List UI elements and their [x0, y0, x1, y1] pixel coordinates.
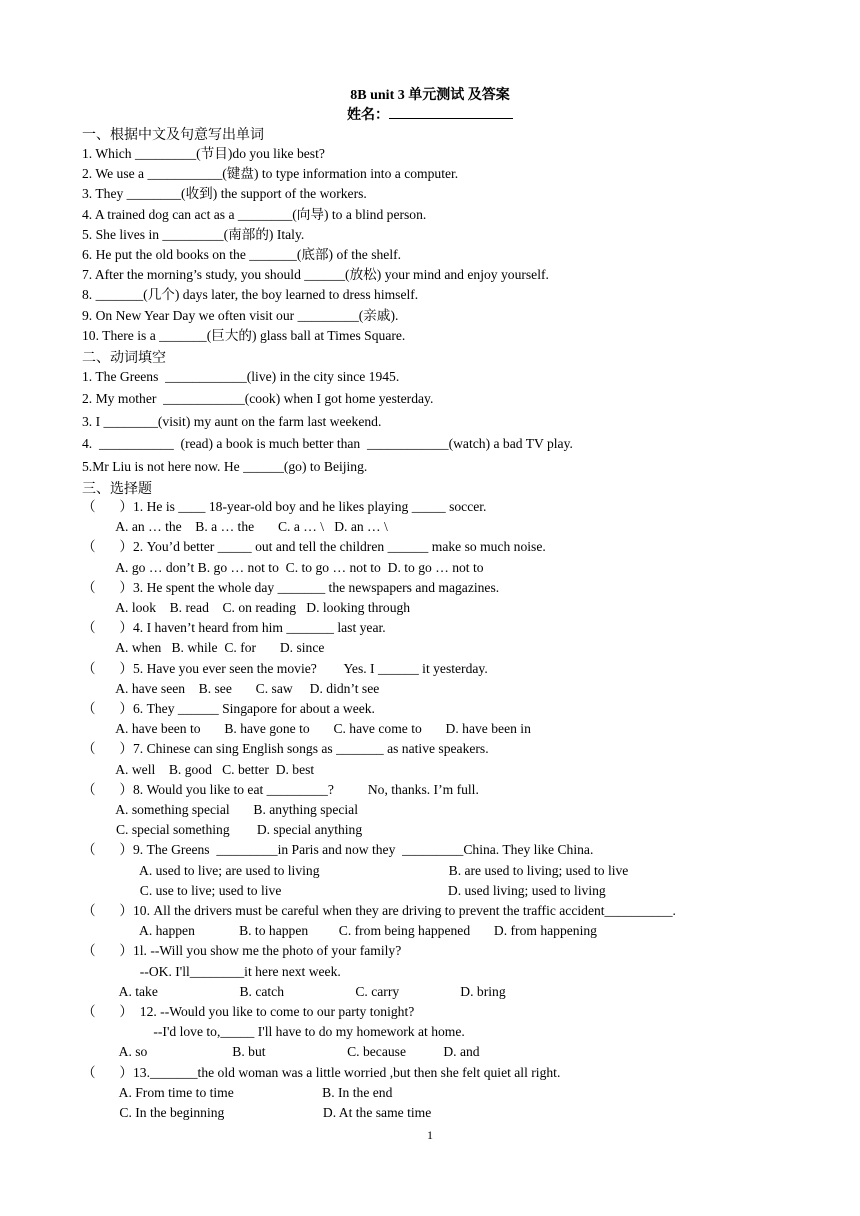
name-field	[0, 104, 860, 124]
question-line: （ ）10. All the drivers must be careful when they are driving to prevent the traffic accident__________.	[82, 903, 676, 918]
question-line: 10. There is a _______(巨大的) glass ball at Times Square.	[82, 327, 406, 343]
question-line: （ ）4. I haven’t heard from him _______ last year.	[82, 620, 386, 636]
page-number: 1	[427, 1128, 433, 1142]
question-line: A. have seen B. see C. saw D. didn’t see	[82, 680, 380, 696]
question-line: A. well B. good C. better D. best	[82, 761, 315, 777]
question-line: （ ）7. Chinese can sing English songs as _______ as native speakers.	[82, 741, 489, 757]
question-line: C. special something D. special anything	[82, 822, 363, 838]
question-line: （ ） 12. --Would you like to come to our party tonight?	[82, 1004, 415, 1019]
question-line: （ ）2. You’d better _____ out and tell the children ______ make so much noise.	[82, 539, 546, 555]
question-line: --OK. I'll________it here next week.	[82, 963, 341, 979]
question-line: --I'd love to,_____ I'll have to do my homework at home.	[82, 1024, 465, 1040]
question-line: 3. I ________(visit) my aunt on the farm last weekend.	[82, 413, 382, 429]
question-line: （ ）3. He spent the whole day _______ the newspapers and magazines.	[82, 579, 500, 595]
question-line: 8. _______(几个) days later, the boy learned to dress himself.	[82, 287, 419, 303]
question-line: 9. On New Year Day we often visit our _________(亲戚).	[82, 307, 399, 323]
question-line: A. have been to B. have gone to C. have come to D. have been in	[82, 721, 531, 737]
question-line: 7. After the morning’s study, you should ______(放松) your mind and enjoy yourself.	[82, 267, 549, 283]
question-line: 5.Mr Liu is not here now. He ______(go) to Beijing.	[82, 458, 368, 474]
question-line: A. something special B. anything special	[82, 802, 358, 817]
name-blank	[389, 105, 513, 119]
question-line: A. From time to time B. In the end	[82, 1084, 393, 1100]
question-line: 5. She lives in _________(南部的) Italy.	[82, 226, 305, 242]
question-line: A. take B. catch C. carry D. bring	[82, 983, 506, 999]
question-line: 1. The Greens ____________(live) in the city since 1945.	[82, 369, 400, 384]
section-heading-1: 一、根据中文及句意写出单词	[82, 128, 264, 143]
question-line: （ ）9. The Greens _________in Paris and now they _________China. They like China.	[82, 842, 594, 858]
question-line: A. happen B. to happen C. from being happened D. from happening	[82, 923, 597, 939]
question-line: 2. We use a ___________(键盘) to type information into a computer.	[82, 166, 459, 182]
question-line: （ ）8. Would you like to eat _________? No, thanks. I’m full.	[82, 781, 479, 797]
question-line: 2. My mother ____________(cook) when I got home yesterday.	[82, 391, 434, 407]
question-line: A. an … the B. a … the C. a … \ D. an … \	[82, 519, 388, 535]
question-line: A. used to live; are used to living B. are used to living; used to live	[82, 862, 629, 878]
question-line: C. use to live; used to live D. used living; used to living	[82, 882, 606, 898]
question-line: A. so B. but C. because D. and	[82, 1044, 480, 1060]
question-line: 4. A trained dog can act as a ________(向导) to a blind person.	[82, 206, 427, 222]
section-heading-3: 三、选择题	[82, 482, 152, 497]
question-line: 1. Which _________(节目)do you like best?	[82, 146, 325, 161]
page-title: 8B unit 3 单元测试 及答案	[350, 88, 510, 103]
question-line: A. go … don’t B. go … not to C. to go … not to D. to go … not to	[82, 559, 484, 575]
question-line: （ ）5. Have you ever seen the movie? Yes. I ______ it yesterday.	[82, 660, 488, 676]
question-line: 3. They ________(收到) the support of the workers.	[82, 186, 367, 202]
question-line: C. In the beginning D. At the same time	[82, 1105, 432, 1120]
question-line: （ ）6. They ______ Singapore for about a week.	[82, 701, 375, 716]
question-line: 6. He put the old books on the _______(底部) of the shelf.	[82, 247, 402, 262]
name-label: 姓名：	[347, 108, 389, 123]
question-line: 4. ___________ (read) a book is much better than ____________(watch) a bad TV play.	[82, 436, 573, 452]
section-heading-2: 二、动词填空	[82, 351, 166, 366]
question-line: （ ）13._______the old woman was a little worried ,but then she felt quiet all right.	[82, 1064, 561, 1080]
question-line: A. look B. read C. on reading D. looking through	[82, 600, 411, 615]
question-line: A. when B. while C. for D. since	[82, 640, 325, 656]
question-line: （ ）1l. --Will you show me the photo of your family?	[82, 943, 402, 959]
question-line: （ ）1. He is ____ 18-year-old boy and he likes playing _____ soccer.	[82, 499, 487, 514]
